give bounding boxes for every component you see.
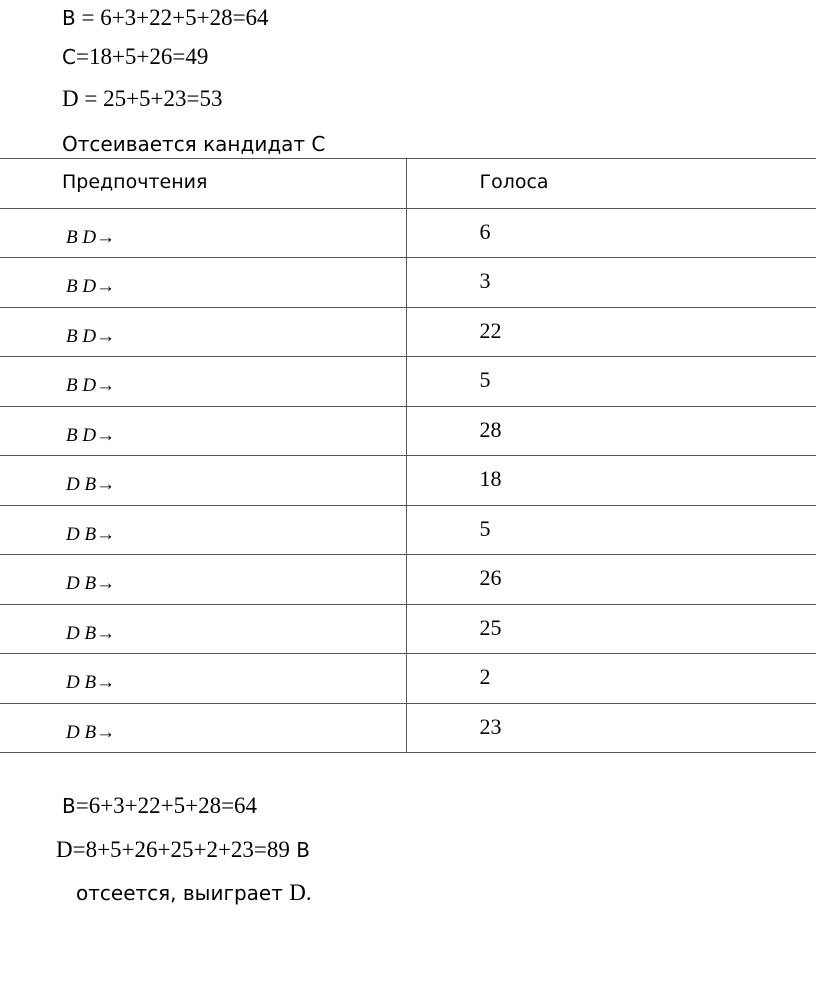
intro-line-d: D = 25+5+23=53 [62,86,223,111]
row-preference: B D→ [66,325,116,347]
row-preference: B D→ [66,276,116,297]
row-votes: 18 [479,466,502,491]
result-d-suffix: B [289,838,310,862]
conclusion-text: отсеется, выиграет [76,881,290,905]
table-header-row [0,159,816,209]
row-preference: D B→ [66,573,116,594]
row-preference: B D→ [66,226,116,248]
row-votes: 5 [479,367,491,392]
intro-c-label: C [62,45,76,69]
intro-line-c [62,43,208,71]
table-row [0,258,816,308]
table-row [0,307,816,357]
intro-c-formula: =18+5+26=49 [75,44,209,69]
result-d-formula: D=8+5+26+25+2+23=89 [56,837,290,862]
conclusion-line [76,879,312,907]
row-preference: D B→ [66,721,116,743]
table-row [0,357,816,407]
header-votes: Голоса [479,171,549,193]
table-row [0,406,816,456]
row-votes: 22 [479,317,502,343]
intro-b-label: B [62,6,76,30]
result-line-d [56,836,310,864]
result-line-b [62,792,257,820]
row-votes: 2 [479,664,491,689]
table-row [0,703,816,753]
row-preference: B D→ [66,424,116,446]
row-preference: D B→ [66,672,116,693]
table-row [0,654,816,704]
row-votes: 25 [479,614,502,640]
result-b-formula: =6+3+22+5+28=64 [75,793,258,818]
table-row [0,604,816,654]
header-preferences: Предпочтения [62,171,208,193]
table-row [0,555,816,605]
row-votes: 23 [479,713,502,739]
row-preference: B D→ [66,375,116,396]
table-row [0,456,816,506]
table-row [0,505,816,555]
row-votes: 6 [479,218,491,244]
intro-b-formula: = 6+3+22+5+28=64 [75,5,269,30]
row-votes: 28 [479,416,502,442]
preferences-table [0,158,816,753]
row-votes: 3 [479,268,491,293]
result-b-label: B [62,794,76,818]
row-votes: 5 [479,515,491,541]
row-preference: D B→ [66,622,116,644]
row-preference: D B→ [66,474,116,495]
row-preference: D B→ [66,523,116,545]
table-row [0,208,816,258]
eliminated-text: Отсеивается кандидат С [62,132,326,156]
row-votes: 26 [479,565,502,590]
conclusion-winner: D. [289,880,312,905]
intro-line-b [62,4,269,32]
